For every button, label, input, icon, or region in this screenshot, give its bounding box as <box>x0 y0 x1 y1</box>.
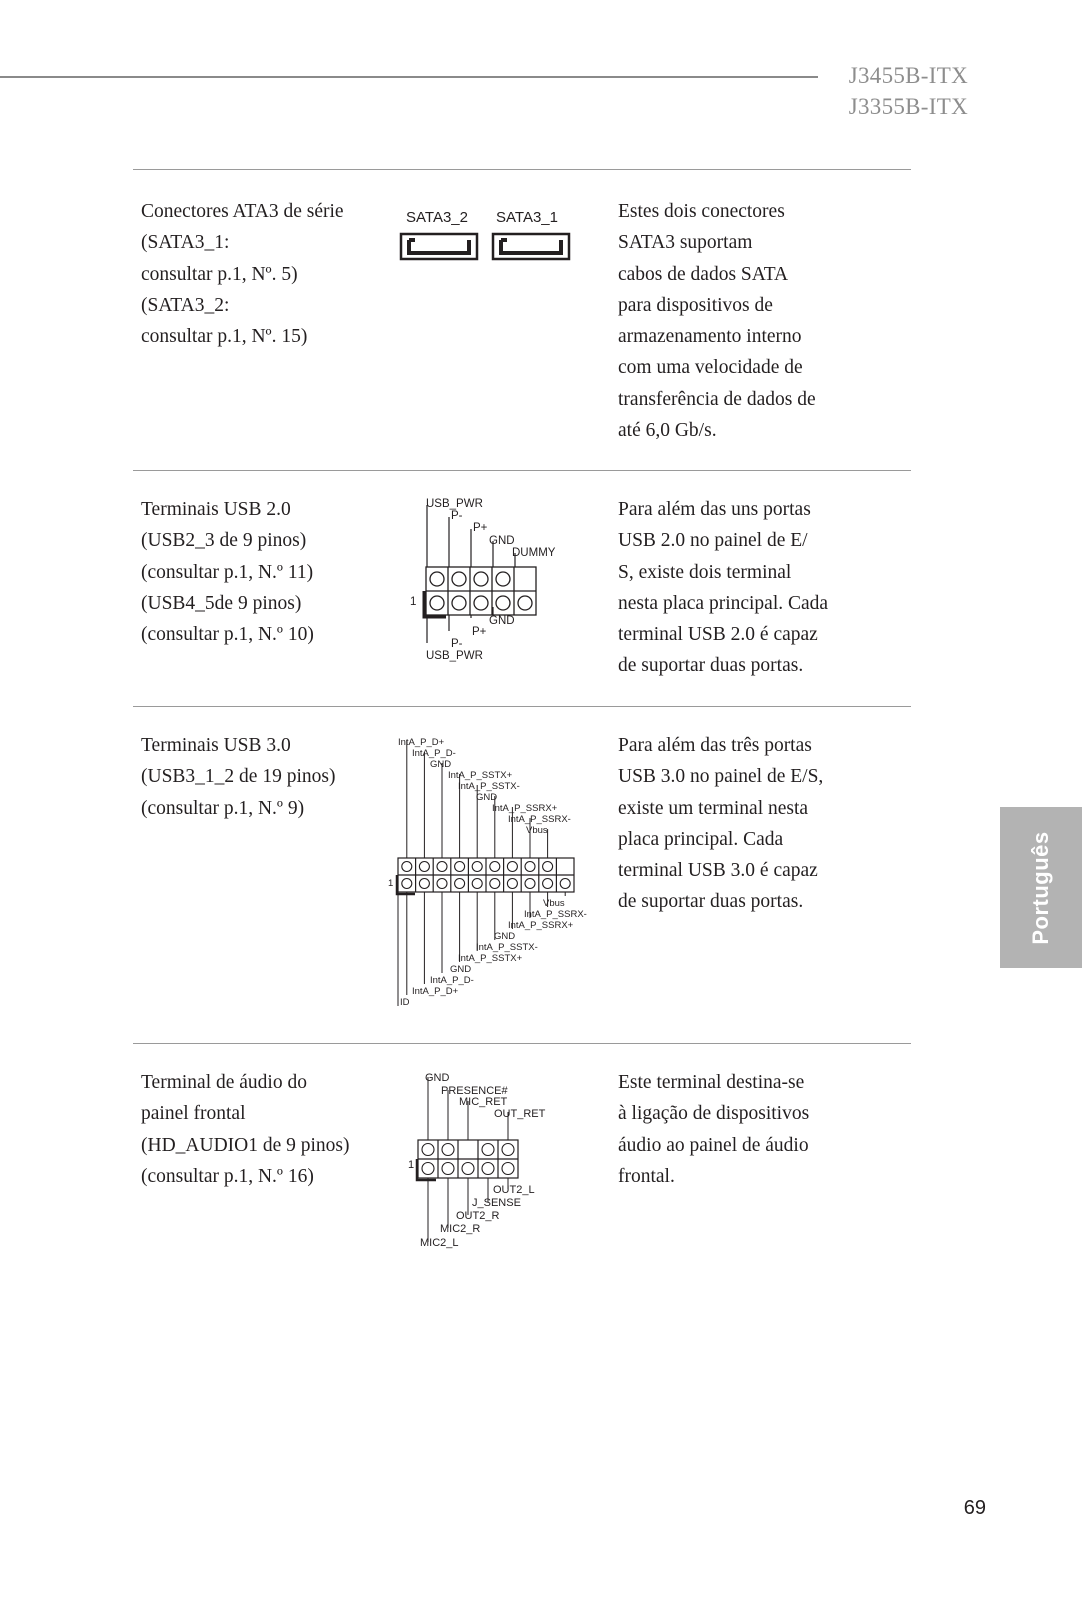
audio-pin <box>442 1163 454 1175</box>
section-divider <box>133 169 911 170</box>
usb3-pin <box>507 862 517 872</box>
usb2-pin <box>474 596 488 610</box>
pin1-marker <box>424 591 446 617</box>
audio-top-label: MIC_RET <box>459 1096 508 1108</box>
usb3-top-label: GND <box>430 759 452 770</box>
usb3-bottom-label: IntA_P_D- <box>430 975 474 986</box>
audio-bottom-label: OUT2_L <box>493 1184 535 1196</box>
usb3-title: Terminais USB 3.0 (USB3_1_2 de 19 pinos) (consultar p.1, N.º 9) <box>141 735 336 819</box>
sata3-2-label: SATA3_2 <box>406 209 468 226</box>
usb3-pin <box>525 879 535 889</box>
usb3-bottom-label: GND <box>494 931 516 942</box>
usb2-pin <box>430 572 444 586</box>
usb3-pin <box>437 862 447 872</box>
usb3-pin1-label: 1 <box>388 878 394 889</box>
usb3-bottom-label: IntA_P_SSRX- <box>524 909 587 920</box>
usb3-pin <box>507 879 517 889</box>
usb3-pin <box>455 879 465 889</box>
audio-top-label: PRESENCE# <box>441 1085 508 1097</box>
usb3-pin <box>402 862 412 872</box>
usb3-bottom-label: ID <box>400 997 410 1008</box>
usb2-bottom-label: USB_PWR <box>426 650 483 662</box>
usb2-pin <box>452 596 466 610</box>
usb3-header-diagram <box>384 736 594 1012</box>
language-tab <box>1000 807 1082 968</box>
usb3-top-label: GND <box>476 792 498 803</box>
usb2-top-label: USB_PWR <box>426 498 483 510</box>
language-tab-label: Português <box>1028 830 1053 945</box>
sata3-1-label: SATA3_1 <box>496 209 558 226</box>
usb2-bottom-label: P- <box>451 638 463 650</box>
usb2-pin <box>452 572 466 586</box>
usb3-bottom-label: GND <box>450 964 472 975</box>
audio-bottom-label: MIC2_L <box>420 1237 459 1249</box>
usb3-pin <box>455 862 465 872</box>
usb3-top-label: IntA_P_D+ <box>398 737 445 748</box>
model-name: J3455B-ITX <box>848 63 968 88</box>
audio-top-label: GND <box>425 1072 450 1084</box>
usb3-pin <box>472 879 482 889</box>
audio-header-diagram <box>408 1072 568 1260</box>
usb3-bottom-label: IntA_P_SSTX- <box>476 942 538 953</box>
section-divider <box>133 470 911 471</box>
usb2-pin1-label: 1 <box>410 596 417 608</box>
usb3-top-label: IntA_P_SSRX+ <box>492 803 558 814</box>
section-divider <box>133 706 911 707</box>
audio-title: Terminal de áudio do painel frontal (HD_AUDIO1 de 9 pinos) (consultar p.1, N.º 16) <box>141 1072 350 1187</box>
usb3-pin <box>490 879 500 889</box>
sata-connector-diagram <box>398 204 582 270</box>
audio-top-label: OUT_RET <box>494 1108 546 1120</box>
usb2-description: Para além das uns portas USB 2.0 no painel de E/ S, existe dois terminal nesta placa principal. Cada terminal USB 2.0 é capaz de suportar duas portas. <box>618 499 829 677</box>
usb2-title: Terminais USB 2.0 (USB2_3 de 9 pinos) (consultar p.1, N.º 11) (USB4_5de 9 pinos) (consultar p.1, N.º 10) <box>141 499 314 646</box>
audio-pin <box>422 1144 434 1156</box>
usb3-pin <box>419 862 429 872</box>
usb3-pin <box>419 879 429 889</box>
usb3-bottom-label: IntA_P_SSTX+ <box>458 953 523 964</box>
audio-pin <box>462 1163 474 1175</box>
usb2-pin <box>430 596 444 610</box>
usb2-pin <box>474 572 488 586</box>
usb2-top-label: GND <box>489 535 515 547</box>
audio-pin <box>482 1144 494 1156</box>
audio-pin1-label: 1 <box>408 1159 415 1171</box>
audio-pin <box>422 1163 434 1175</box>
usb3-top-label: Vbus <box>526 825 548 836</box>
usb3-pin <box>472 862 482 872</box>
audio-pin <box>482 1163 494 1175</box>
usb2-top-label: P- <box>451 510 463 522</box>
audio-bottom-label: MIC2_R <box>440 1223 481 1235</box>
usb3-top-label: IntA_P_D- <box>412 748 456 759</box>
usb2-bottom-label: GND <box>489 615 515 627</box>
audio-bottom-label: OUT2_R <box>456 1210 500 1222</box>
pin1-marker <box>397 875 415 894</box>
usb2-bottom-label: P+ <box>472 626 487 638</box>
usb3-pin <box>402 879 412 889</box>
usb3-pin <box>437 879 447 889</box>
audio-description: Este terminal destina-se à ligação de dispositivos áudio ao painel de áudio frontal. <box>618 1072 810 1187</box>
sata-description: Estes dois conectores SATA3 suportam cabos de dados SATA para dispositivos de armazenamento interno com uma velocidade de transferência de dados de até 6,0 Gb/s. <box>618 201 816 442</box>
section-divider <box>133 1043 911 1044</box>
usb2-pin <box>496 596 510 610</box>
usb3-bottom-label: IntA_P_SSRX+ <box>508 920 574 931</box>
usb3-pin <box>525 862 535 872</box>
usb2-pin <box>496 572 510 586</box>
audio-pin <box>442 1144 454 1156</box>
usb3-bottom-label: IntA_P_D+ <box>412 986 459 997</box>
usb3-bottom-label: Vbus <box>543 898 565 909</box>
usb3-pin <box>543 879 553 889</box>
sata3-2-port <box>401 234 477 259</box>
usb2-header-diagram <box>404 497 574 667</box>
audio-bottom-label: J_SENSE <box>472 1197 521 1209</box>
page-number: 69 <box>963 1497 986 1519</box>
usb3-pin <box>490 862 500 872</box>
usb2-top-label: DUMMY <box>512 547 556 559</box>
audio-pin <box>502 1144 514 1156</box>
sata-title: Conectores ATA3 de série (SATA3_1: consultar p.1, Nº. 5) (SATA3_2: consultar p.1, Nº. 15) <box>141 201 344 348</box>
usb2-pin <box>518 596 532 610</box>
usb3-top-label: IntA_P_SSTX- <box>458 781 520 792</box>
usb2-top-label: P+ <box>473 522 488 534</box>
usb3-top-label: IntA_P_SSRX- <box>508 814 571 825</box>
audio-pin <box>502 1163 514 1175</box>
usb3-description: Para além das três portas USB 3.0 no painel de E/S, existe um terminal nesta placa principal. Cada terminal USB 3.0 é capaz de suportar duas portas. <box>618 735 824 913</box>
usb3-pin <box>560 879 570 889</box>
sata3-1-port <box>493 234 569 259</box>
usb3-pin <box>543 862 553 872</box>
usb3-top-label: IntA_P_SSTX+ <box>448 770 513 781</box>
model-name: J3355B-ITX <box>848 94 968 119</box>
header-rule <box>0 76 818 78</box>
